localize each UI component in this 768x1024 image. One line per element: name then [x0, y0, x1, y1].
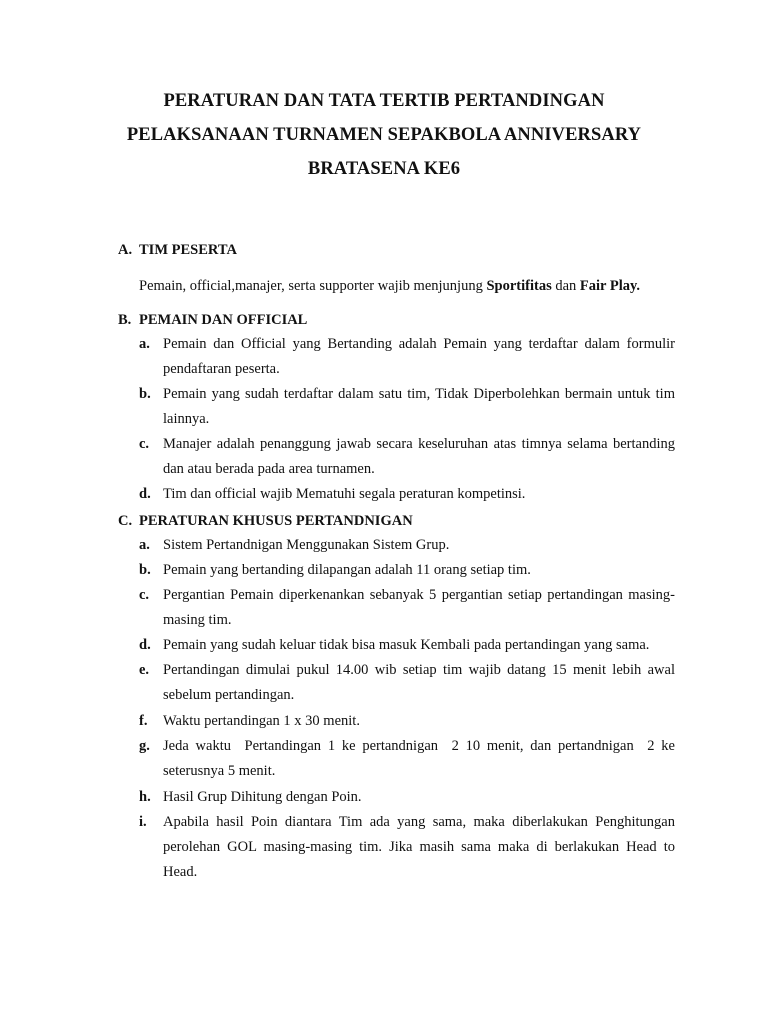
section-a-paragraph [139, 276, 675, 296]
section-b-heading [118, 310, 307, 330]
list-item-text: Apabila hasil Poin diantara Tim ada yang sama, maka diberlakukan Penghitungan perolehan GOL masing-masing tim. Jika masih sama maka di berlakukan Head to Head. [163, 814, 675, 880]
list-item [139, 785, 675, 810]
list-item [139, 482, 675, 507]
list-item-text: Pemain yang sudah terdaftar dalam satu tim, Tidak Diperbolehkan bermain untuk tim lainnya. [163, 386, 675, 427]
list-item [139, 810, 675, 885]
list-item [139, 332, 675, 382]
list-item-letter: b. [139, 386, 151, 402]
title-line-3: BRATASENA KE6 [307, 159, 461, 179]
list-item-text: Pertandingan dimulai pukul 14.00 wib setiap tim wajib datang 15 menit lebih awal sebelum pertandingan. [163, 662, 675, 703]
list-item-text: Tim dan official wajib Mematuhi segala peraturan kompetinsi. [163, 486, 526, 502]
list-item-letter: i. [139, 814, 147, 830]
paragraph-bold-sportifitas: Sportifitas [486, 278, 552, 294]
list-item-text: Manajer adalah penanggung jawab secara keseluruhan atas timnya selama bertanding dan atau berada pada area turnamen. [163, 436, 675, 477]
list-item-text: Pemain yang sudah keluar tidak bisa masuk Kembali pada pertandingan yang sama. [163, 637, 650, 653]
list-item [139, 658, 675, 708]
list-item-text: Pemain yang bertanding dilapangan adalah 11 orang setiap tim. [163, 562, 531, 578]
list-item-text: Waktu pertandingan 1 x 30 menit. [163, 713, 360, 729]
list-item-text: Hasil Grup Dihitung dengan Poin. [163, 789, 362, 805]
title-line-2: PELAKSANAAN TURNAMEN SEPAKBOLA ANNIVERSARY [126, 125, 642, 145]
list-item [139, 633, 675, 658]
list-item-letter: a. [139, 537, 150, 553]
list-item-letter: h. [139, 789, 151, 805]
list-item-letter: f. [139, 713, 148, 729]
paragraph-bold-fair-play: Fair Play. [579, 278, 641, 294]
section-letter: C. [118, 513, 133, 529]
list-item [139, 583, 675, 633]
section-a-heading [118, 240, 237, 260]
list-item [139, 432, 675, 482]
document-title [80, 84, 688, 186]
list-item-text: Sistem Pertandnigan Menggunakan Sistem Grup. [163, 537, 450, 553]
list-item-text: Pergantian Pemain diperkenankan sebanyak 5 pergantian setiap pertandingan masing-masing tim. [163, 587, 675, 628]
list-item-letter: g. [139, 738, 150, 754]
list-item [139, 734, 679, 784]
section-c-heading [118, 511, 413, 531]
section-heading-text: PERATURAN KHUSUS PERTANDNIGAN [139, 513, 413, 529]
list-item [139, 709, 675, 734]
section-heading-text: PEMAIN DAN OFFICIAL [139, 312, 308, 328]
paragraph-text: Pemain, official,manajer, serta supporter wajib menjunjung [139, 278, 487, 294]
list-item-letter: e. [139, 662, 150, 678]
list-item [139, 533, 675, 558]
paragraph-text: dan [551, 278, 580, 294]
list-item-text: Pemain dan Official yang Bertanding adalah Pemain yang terdaftar dalam formulir pendaftaran peserta. [163, 336, 675, 377]
list-item-letter: c. [139, 587, 150, 603]
list-item-letter: c. [139, 436, 150, 452]
list-item [139, 382, 675, 432]
list-item-text: Jeda waktu Pertandingan 1 ke pertandnigan 2 10 menit, dan pertandnigan 2 ke seterusnya 5 menit. [163, 738, 679, 779]
list-item-letter: d. [139, 637, 151, 653]
list-item-letter: d. [139, 486, 151, 502]
section-heading-text: TIM PESERTA [139, 242, 237, 258]
section-letter: A. [118, 242, 133, 258]
list-item [139, 558, 675, 583]
section-letter: B. [118, 312, 132, 328]
list-item-letter: a. [139, 336, 150, 352]
title-line-1: PERATURAN DAN TATA TERTIB PERTANDINGAN [163, 91, 605, 111]
list-item-letter: b. [139, 562, 151, 578]
